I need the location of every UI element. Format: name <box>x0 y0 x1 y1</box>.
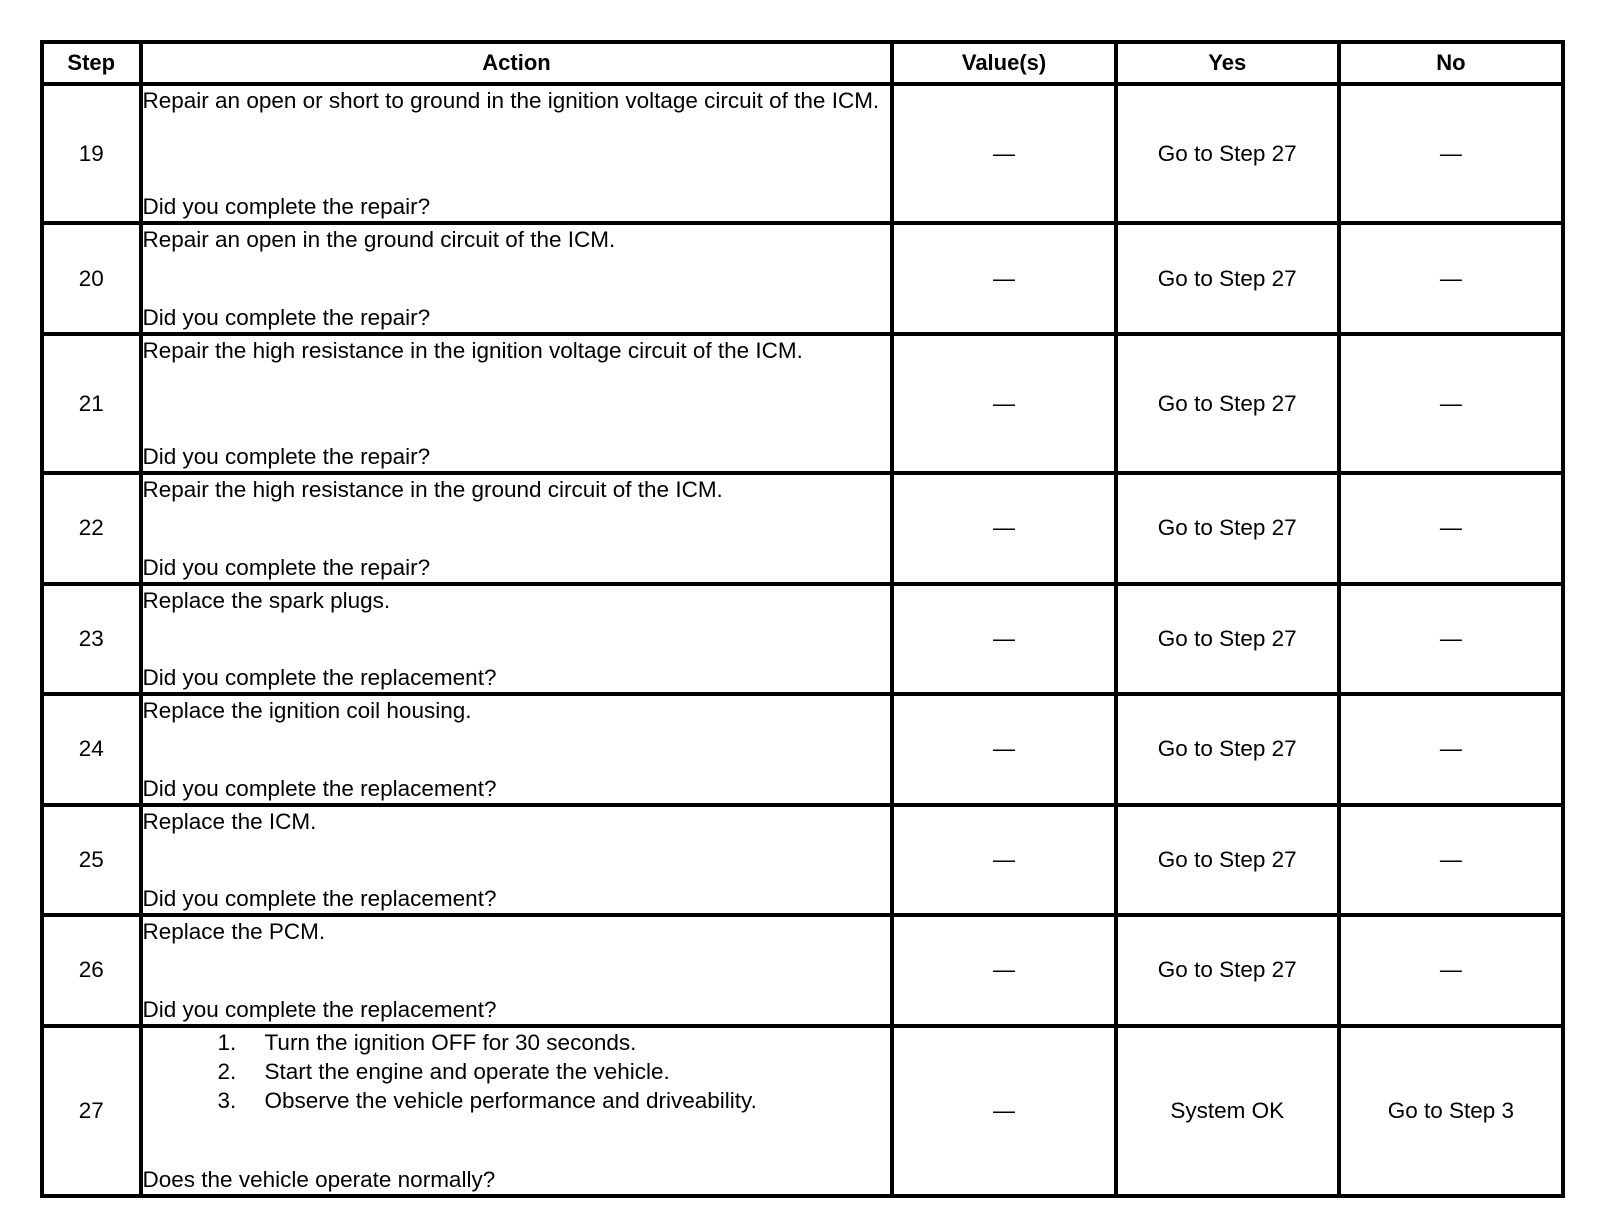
value-cell: — <box>892 223 1115 333</box>
action-question: Did you complete the replacement? <box>142 996 497 1022</box>
value-cell: — <box>892 694 1115 804</box>
table-row <box>42 694 1563 804</box>
step-number: 27 <box>42 1026 141 1196</box>
header-yes: Yes <box>1116 42 1339 84</box>
value-cell: — <box>892 915 1115 1025</box>
no-cell: — <box>1339 223 1563 333</box>
table-row <box>42 334 1563 473</box>
diagnostic-table <box>40 40 1565 1198</box>
list-item: 1. Turn the ignition OFF for 30 seconds. <box>243 1028 891 1057</box>
action-cell <box>141 223 893 333</box>
value-cell: — <box>892 473 1115 583</box>
action-cell <box>141 473 893 583</box>
table-row <box>42 915 1563 1025</box>
list-item: 3. Observe the vehicle performance and driveability. <box>243 1086 891 1115</box>
table-row <box>42 473 1563 583</box>
value-cell: — <box>892 84 1115 223</box>
action-cell <box>141 915 893 1025</box>
action-instruction: Replace the PCM. <box>142 919 326 945</box>
header-step: Step <box>42 42 141 84</box>
yes-cell: Go to Step 27 <box>1116 584 1339 694</box>
action-question: Did you complete the repair? <box>142 304 431 330</box>
action-question: Did you complete the repair? <box>142 444 431 470</box>
action-cell <box>141 334 893 473</box>
value-cell: — <box>892 584 1115 694</box>
step-number: 25 <box>42 805 141 915</box>
action-question: Did you complete the repair? <box>142 194 431 220</box>
no-cell: — <box>1339 84 1563 223</box>
action-question: Did you complete the replacement? <box>142 775 497 801</box>
action-instruction: Repair the high resistance in the ignition voltage circuit of the ICM. <box>142 337 803 363</box>
value-cell: — <box>892 805 1115 915</box>
yes-cell: Go to Step 27 <box>1116 84 1339 223</box>
yes-cell: Go to Step 27 <box>1116 805 1339 915</box>
no-cell: — <box>1339 694 1563 804</box>
header-row <box>42 42 1563 84</box>
step-number: 21 <box>42 334 141 473</box>
step-number: 24 <box>42 694 141 804</box>
no-cell: — <box>1339 915 1563 1025</box>
yes-cell: Go to Step 27 <box>1116 915 1339 1025</box>
action-instruction: Repair an open or short to ground in the ignition voltage circuit of the ICM. <box>142 88 880 113</box>
action-instruction: Repair an open in the ground circuit of the ICM. <box>142 227 616 253</box>
step-number: 23 <box>42 584 141 694</box>
action-cell <box>141 805 893 915</box>
step-number: 20 <box>42 223 141 333</box>
action-cell <box>141 1026 893 1196</box>
action-cell <box>141 584 893 694</box>
yes-cell: Go to Step 27 <box>1116 223 1339 333</box>
no-cell: — <box>1339 473 1563 583</box>
action-instruction: Replace the spark plugs. <box>142 587 391 613</box>
header-values: Value(s) <box>892 42 1115 84</box>
list-item: 2. Start the engine and operate the vehicle. <box>243 1057 891 1086</box>
yes-cell: System OK <box>1116 1026 1339 1196</box>
action-question: Did you complete the replacement? <box>142 886 497 912</box>
no-cell: — <box>1339 334 1563 473</box>
header-action: Action <box>141 42 893 84</box>
action-instruction: Replace the ICM. <box>142 808 317 834</box>
table-row <box>42 805 1563 915</box>
action-question: Does the vehicle operate normally? <box>142 1167 496 1192</box>
action-question: Did you complete the replacement? <box>142 665 497 691</box>
header-no: No <box>1339 42 1563 84</box>
action-instruction: Repair the high resistance in the ground circuit of the ICM. <box>142 477 723 503</box>
yes-cell: Go to Step 27 <box>1116 473 1339 583</box>
table-row <box>42 84 1563 223</box>
value-cell: — <box>892 334 1115 473</box>
value-cell: — <box>892 1026 1115 1196</box>
table-row <box>42 223 1563 333</box>
table-row <box>42 584 1563 694</box>
step-number: 26 <box>42 915 141 1025</box>
yes-cell: Go to Step 27 <box>1116 334 1339 473</box>
table-row <box>42 1026 1563 1196</box>
action-step-list <box>143 1028 891 1115</box>
no-cell: — <box>1339 584 1563 694</box>
yes-cell: Go to Step 27 <box>1116 694 1339 804</box>
action-cell <box>141 84 893 223</box>
no-cell: Go to Step 3 <box>1339 1026 1563 1196</box>
action-cell <box>141 694 893 804</box>
action-question: Did you complete the repair? <box>142 554 431 580</box>
no-cell: — <box>1339 805 1563 915</box>
step-number: 19 <box>42 84 141 223</box>
step-number: 22 <box>42 473 141 583</box>
action-instruction: Replace the ignition coil housing. <box>142 698 472 724</box>
